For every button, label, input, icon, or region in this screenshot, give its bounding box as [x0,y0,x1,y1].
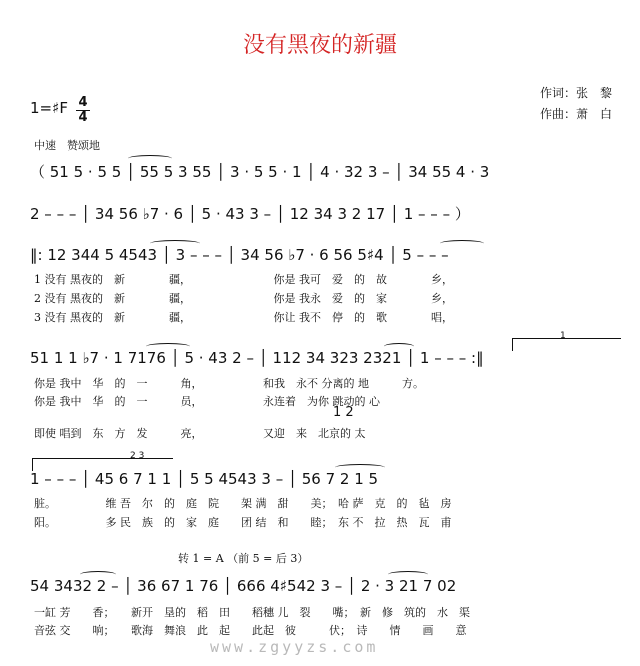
verse-a-1: 1 没有 黑夜的 新 疆， 你是 我可 爱 的 故 乡， [34,273,453,286]
slur [150,240,200,247]
composer-credit: 作曲：萧 白 [540,107,613,121]
notation-row-6: 54 3432 2 – │ 36 67 1 76 │ 666 4♯542 3 – │ 2 · 3 21 7 02 [30,577,457,595]
verse-b-3: 即使 唱到 东 方 发 亮， 又迎 来 北京的 太 [34,427,366,440]
verse-c-1: 脏。 维 吾 尔 的 庭 院 架 满 甜 美； 哈 萨 克 的 毡 房 [34,497,452,510]
time-signature [76,97,90,124]
key-signature: 1=♯F [30,99,68,117]
notation-row-3: ‖: 12 344 5 4543 │ 3 – – – │ 34 56 ♭7 · 6 56 5♯4 │ 5 – – – [30,246,449,264]
tempo-marking: 中速 赞颂地 [34,139,100,152]
verse-b-2: 你是 我中 华 的 一 员， 永连着 为你 跳动的 心 [34,395,380,408]
volta-number-second: 2 3 [130,451,145,461]
watermark: www.zgyyzs.com [210,638,379,656]
lyricist-credit: 作词：张 黎 [540,86,613,100]
slur [440,240,484,247]
verse-a-3: 3 没有 黑夜的 新 疆， 你让 我不 停 的 歌 唱， [34,311,453,324]
slur [335,464,385,471]
slur [146,343,190,350]
song-title: 没有黑夜的新疆 [242,33,397,58]
notation-row-2: 2 – – – │ 34 56 ♭7 · 6 │ 5 · 43 3 – │ 12 34 3 2 17 │ 1 – – – ） [30,205,470,223]
slur [388,571,428,578]
time-signature-bottom: 4 [78,110,88,125]
volta-number-first: 1 [560,331,566,341]
verse-d-2: 音弦 交 响； 歌海 舞浪 此 起 此起 彼 伏； 诗 情 画 意 [34,624,467,637]
verse-d-1: 一缸 芳 香； 新开 垦的 稻 田 稻穗 儿 裂 嘴； 新 修 筑的 水 渠 [34,606,470,619]
verse-c-2: 阳。 多 民 族 的 家 庭 团 结 和 睦； 东 不 拉 热 瓦 甫 [34,516,452,529]
notation-row-4: 51 1 1 ♭7 · 1 7176 │ 5 · 43 2 – │ 112 34 323 2321 │ 1 – – – :‖ [30,349,484,367]
verse-a-2: 2 没有 黑夜的 新 疆， 你是 我永 爱 的 家 乡， [34,292,453,305]
slur [128,155,172,162]
alternate-notes: 1 2 [333,405,354,420]
slur [384,343,414,350]
slur [80,571,116,578]
time-signature-top: 4 [78,95,88,110]
transposition-note: 转 1 = A （前 5 = 后 3） [178,552,309,565]
volta-bracket-first [512,338,621,351]
notation-row-1: （ 51 5 · 5 5 │ 55 5 3 55 │ 3 · 5 5 · 1 │ 4 · 32 3 – │ 34 55 4 · 3 [30,163,490,181]
verse-b-1: 你是 我中 华 的 一 角， 和我 永不 分离的 地 方。 [34,377,424,390]
notation-row-5: 1 – – – │ 45 6 7 1 1 │ 5 5 4543 3 – │ 56 7 2 1 5 [30,470,379,488]
